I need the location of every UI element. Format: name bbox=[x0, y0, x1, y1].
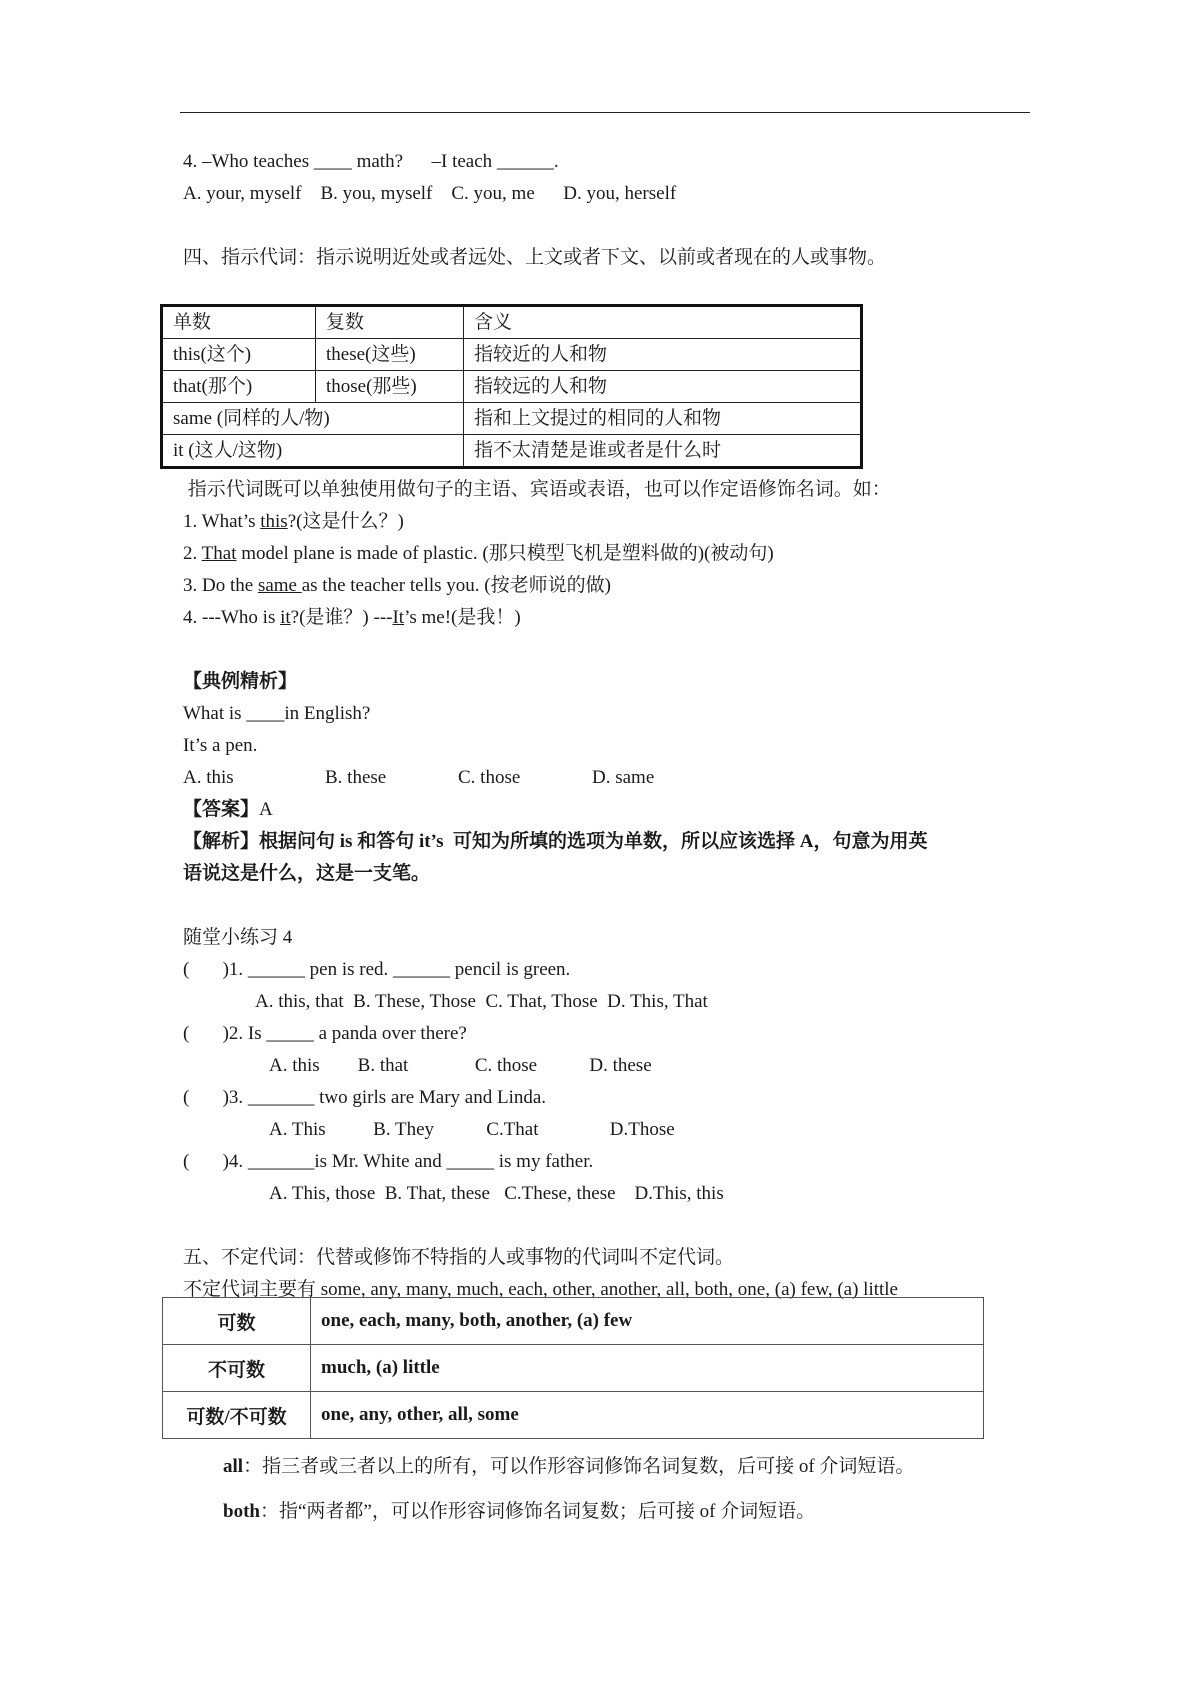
practice-options: A. this B. that C. those D. these bbox=[269, 1055, 652, 1076]
table-row bbox=[163, 1392, 984, 1439]
answer-line: 【答案】A bbox=[183, 799, 273, 820]
practice-title: 随堂小练习 4 bbox=[183, 927, 293, 948]
table-cell: this(这个) bbox=[162, 339, 316, 371]
example-question-reply: It’s a pen. bbox=[183, 735, 258, 756]
usage-note: 指示代词既可以单独使用做句子的主语、宾语或表语，也可以作定语修饰名词。如： bbox=[183, 479, 891, 500]
example-1: 1. What’s this?(这是什么？) bbox=[183, 511, 404, 532]
table-row bbox=[162, 371, 862, 403]
table-header-cell: 单数 bbox=[162, 306, 316, 339]
practice-question: ( )4. _______is Mr. White and _____ is my father. bbox=[183, 1151, 594, 1172]
table-cell: that(那个) bbox=[162, 371, 316, 403]
table-cell: 指和上文提过的相同的人和物 bbox=[464, 403, 862, 435]
table-cell: 可数 bbox=[163, 1298, 311, 1345]
question-4-options: A. your, myself B. you, myself C. you, me D. you, herself bbox=[183, 183, 677, 204]
indefinite-pronoun-list: 不定代词主要有 some, any, many, much, each, other, another, all, both, one, (a) few, (a) little bbox=[183, 1279, 898, 1300]
section-5-heading: 五、不定代词：代替或修饰不特指的人或事物的代词叫不定代词。 bbox=[183, 1247, 735, 1268]
example-option: A. this bbox=[183, 767, 234, 788]
table-header-row bbox=[162, 306, 862, 339]
indefinite-table bbox=[162, 1297, 984, 1439]
example-question: What is ____in English? bbox=[183, 703, 371, 724]
example-analysis-heading: 【典例精析】 bbox=[183, 671, 298, 692]
example-4: 4. ---Who is it?(是谁？) ---It’s me!(是我！) bbox=[183, 607, 521, 628]
table-row bbox=[163, 1345, 984, 1392]
table-cell: one, any, other, all, some bbox=[311, 1392, 984, 1439]
header-rule bbox=[180, 112, 1030, 113]
practice-question: ( )1. ______ pen is red. ______ pencil is green. bbox=[183, 959, 571, 980]
table-cell: 可数/不可数 bbox=[163, 1392, 311, 1439]
table-row bbox=[163, 1298, 984, 1345]
example-2: 2. That model plane is made of plastic. (那只模型飞机是塑料做的)(被动句) bbox=[183, 543, 774, 564]
demonstrative-table bbox=[160, 304, 863, 469]
table-row bbox=[162, 435, 862, 468]
both-definition: both：指“两者都”，可以作形容词修饰名词复数；后可接 of 介词短语。 bbox=[223, 1501, 816, 1522]
table-cell: 不可数 bbox=[163, 1345, 311, 1392]
example-option: D. same bbox=[592, 767, 655, 788]
table-header-cell: 复数 bbox=[316, 306, 464, 339]
practice-options: A. This B. They C.That D.Those bbox=[269, 1119, 675, 1140]
table-cell: those(那些) bbox=[316, 371, 464, 403]
table-cell: it (这人/这物) bbox=[162, 435, 464, 468]
table-cell: 指不太清楚是谁或者是什么时 bbox=[464, 435, 862, 468]
table-row bbox=[162, 403, 862, 435]
section-4-heading: 四、指示代词：指示说明近处或者远处、上文或者下文、以前或者现在的人或事物。 bbox=[183, 247, 887, 268]
table-row bbox=[162, 339, 862, 371]
table-cell: these(这些) bbox=[316, 339, 464, 371]
table-header-cell: 含义 bbox=[464, 306, 862, 339]
table-cell: 指较远的人和物 bbox=[464, 371, 862, 403]
table-cell: 指较近的人和物 bbox=[464, 339, 862, 371]
question-4: 4. –Who teaches ____ math? –I teach ______. bbox=[183, 151, 559, 172]
practice-options: A. This, those B. That, these C.These, these D.This, this bbox=[269, 1183, 724, 1204]
explanation-line-1: 【解析】根据问句 is 和答句 it’s 可知为所填的选项为单数，所以应该选择 A，句意为用英 bbox=[183, 831, 928, 852]
explanation-line-2: 语说这是什么，这是一支笔。 bbox=[183, 863, 431, 884]
practice-question: ( )3. _______ two girls are Mary and Linda. bbox=[183, 1087, 547, 1108]
practice-question: ( )2. Is _____ a panda over there? bbox=[183, 1023, 467, 1044]
example-option: B. these bbox=[325, 767, 387, 788]
table-cell: much, (a) little bbox=[311, 1345, 984, 1392]
example-option: C. those bbox=[458, 767, 521, 788]
table-cell: one, each, many, both, another, (a) few bbox=[311, 1298, 984, 1345]
table-cell: same (同样的人/物) bbox=[162, 403, 464, 435]
practice-options: A. this, that B. These, Those C. That, Those D. This, That bbox=[255, 991, 708, 1012]
all-definition: all：指三者或三者以上的所有，可以作形容词修饰名词复数，后可接 of 介词短语。 bbox=[223, 1456, 915, 1477]
example-3: 3. Do the same as the teacher tells you. (按老师说的做) bbox=[183, 575, 611, 596]
